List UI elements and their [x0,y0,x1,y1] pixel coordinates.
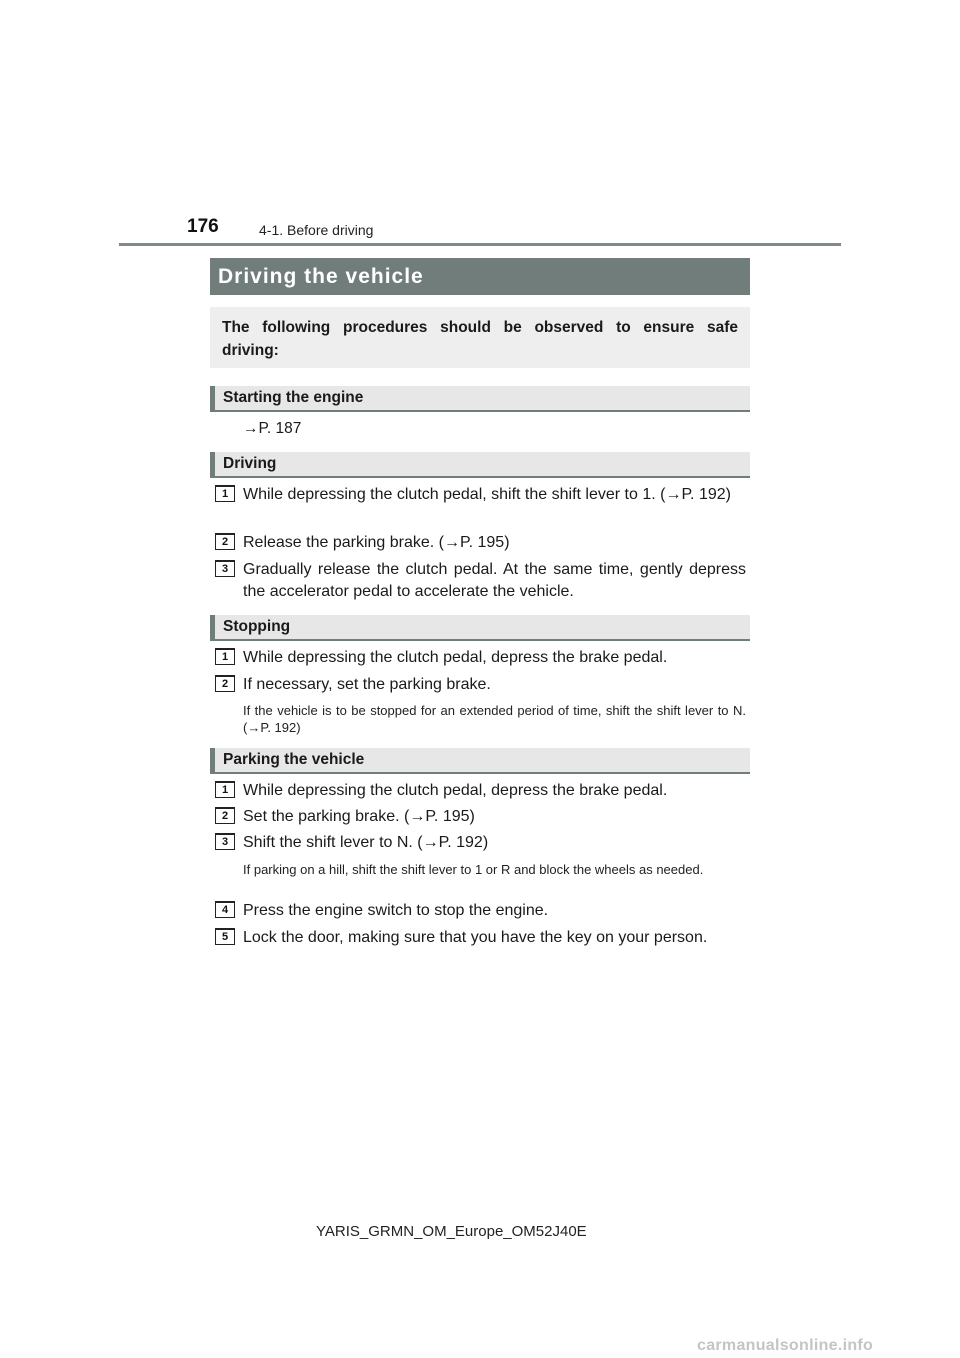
parking-step-2: Set the parking brake. (→P. 195) [243,808,475,825]
stopping-step-2: If necessary, set the parking brake. [243,676,491,693]
step-number-badge: 3 [215,560,235,577]
driving-step-2: Release the parking brake. (→P. 195) [243,534,510,551]
heading-stopping: Stopping [210,615,750,641]
driving-step-3: Gradually release the clutch pedal. At the same time, gently depress the accelerator pedal to accelerate the vehicle. [243,561,746,600]
stopping-step-1: While depressing the clutch pedal, depress the brake pedal. [243,649,668,666]
step-number-badge: 2 [215,533,235,550]
watermark: carmanualsonline.info [697,1337,874,1354]
page-title: Driving the vehicle [218,264,424,288]
page-title-bar [210,258,750,295]
heading-driving: Driving [210,452,750,478]
stopping-note: If the vehicle is to be stopped for an extended period of time, shift the shift lever to N. (→P. 192) [243,703,746,735]
page-number: 176 [187,216,219,237]
document-code: YARIS_GRMN_OM_Europe_OM52J40E [316,1223,587,1240]
step-number-badge: 2 [215,807,235,824]
driving-step-1: While depressing the clutch pedal, shift the shift lever to 1. (→P. 192) [243,486,731,503]
step-number-badge: 4 [215,901,235,918]
step-number-badge: 3 [215,833,235,850]
heading-starting-engine: Starting the engine [210,386,750,412]
parking-note: If parking on a hill, shift the shift lever to 1 or R and block the wheels as needed. [243,862,704,877]
intro-box: The following procedures should be observed to ensure safe driving: [210,307,750,368]
starting-engine-page-ref[interactable]: →P. 187 [243,420,302,437]
heading-parking-vehicle: Parking the vehicle [210,748,750,774]
step-number-badge: 1 [215,485,235,502]
parking-step-5: Lock the door, making sure that you have the key on your person. [243,929,708,946]
parking-step-1: While depressing the clutch pedal, depress the brake pedal. [243,782,668,799]
step-number-badge: 2 [215,675,235,692]
parking-step-4: Press the engine switch to stop the engine. [243,902,549,919]
step-number-badge: 1 [215,648,235,665]
parking-step-3: Shift the shift lever to N. (→P. 192) [243,834,489,851]
section-breadcrumb: 4-1. Before driving [259,222,374,238]
step-number-badge: 1 [215,781,235,798]
step-number-badge: 5 [215,928,235,945]
header-divider [119,243,841,246]
